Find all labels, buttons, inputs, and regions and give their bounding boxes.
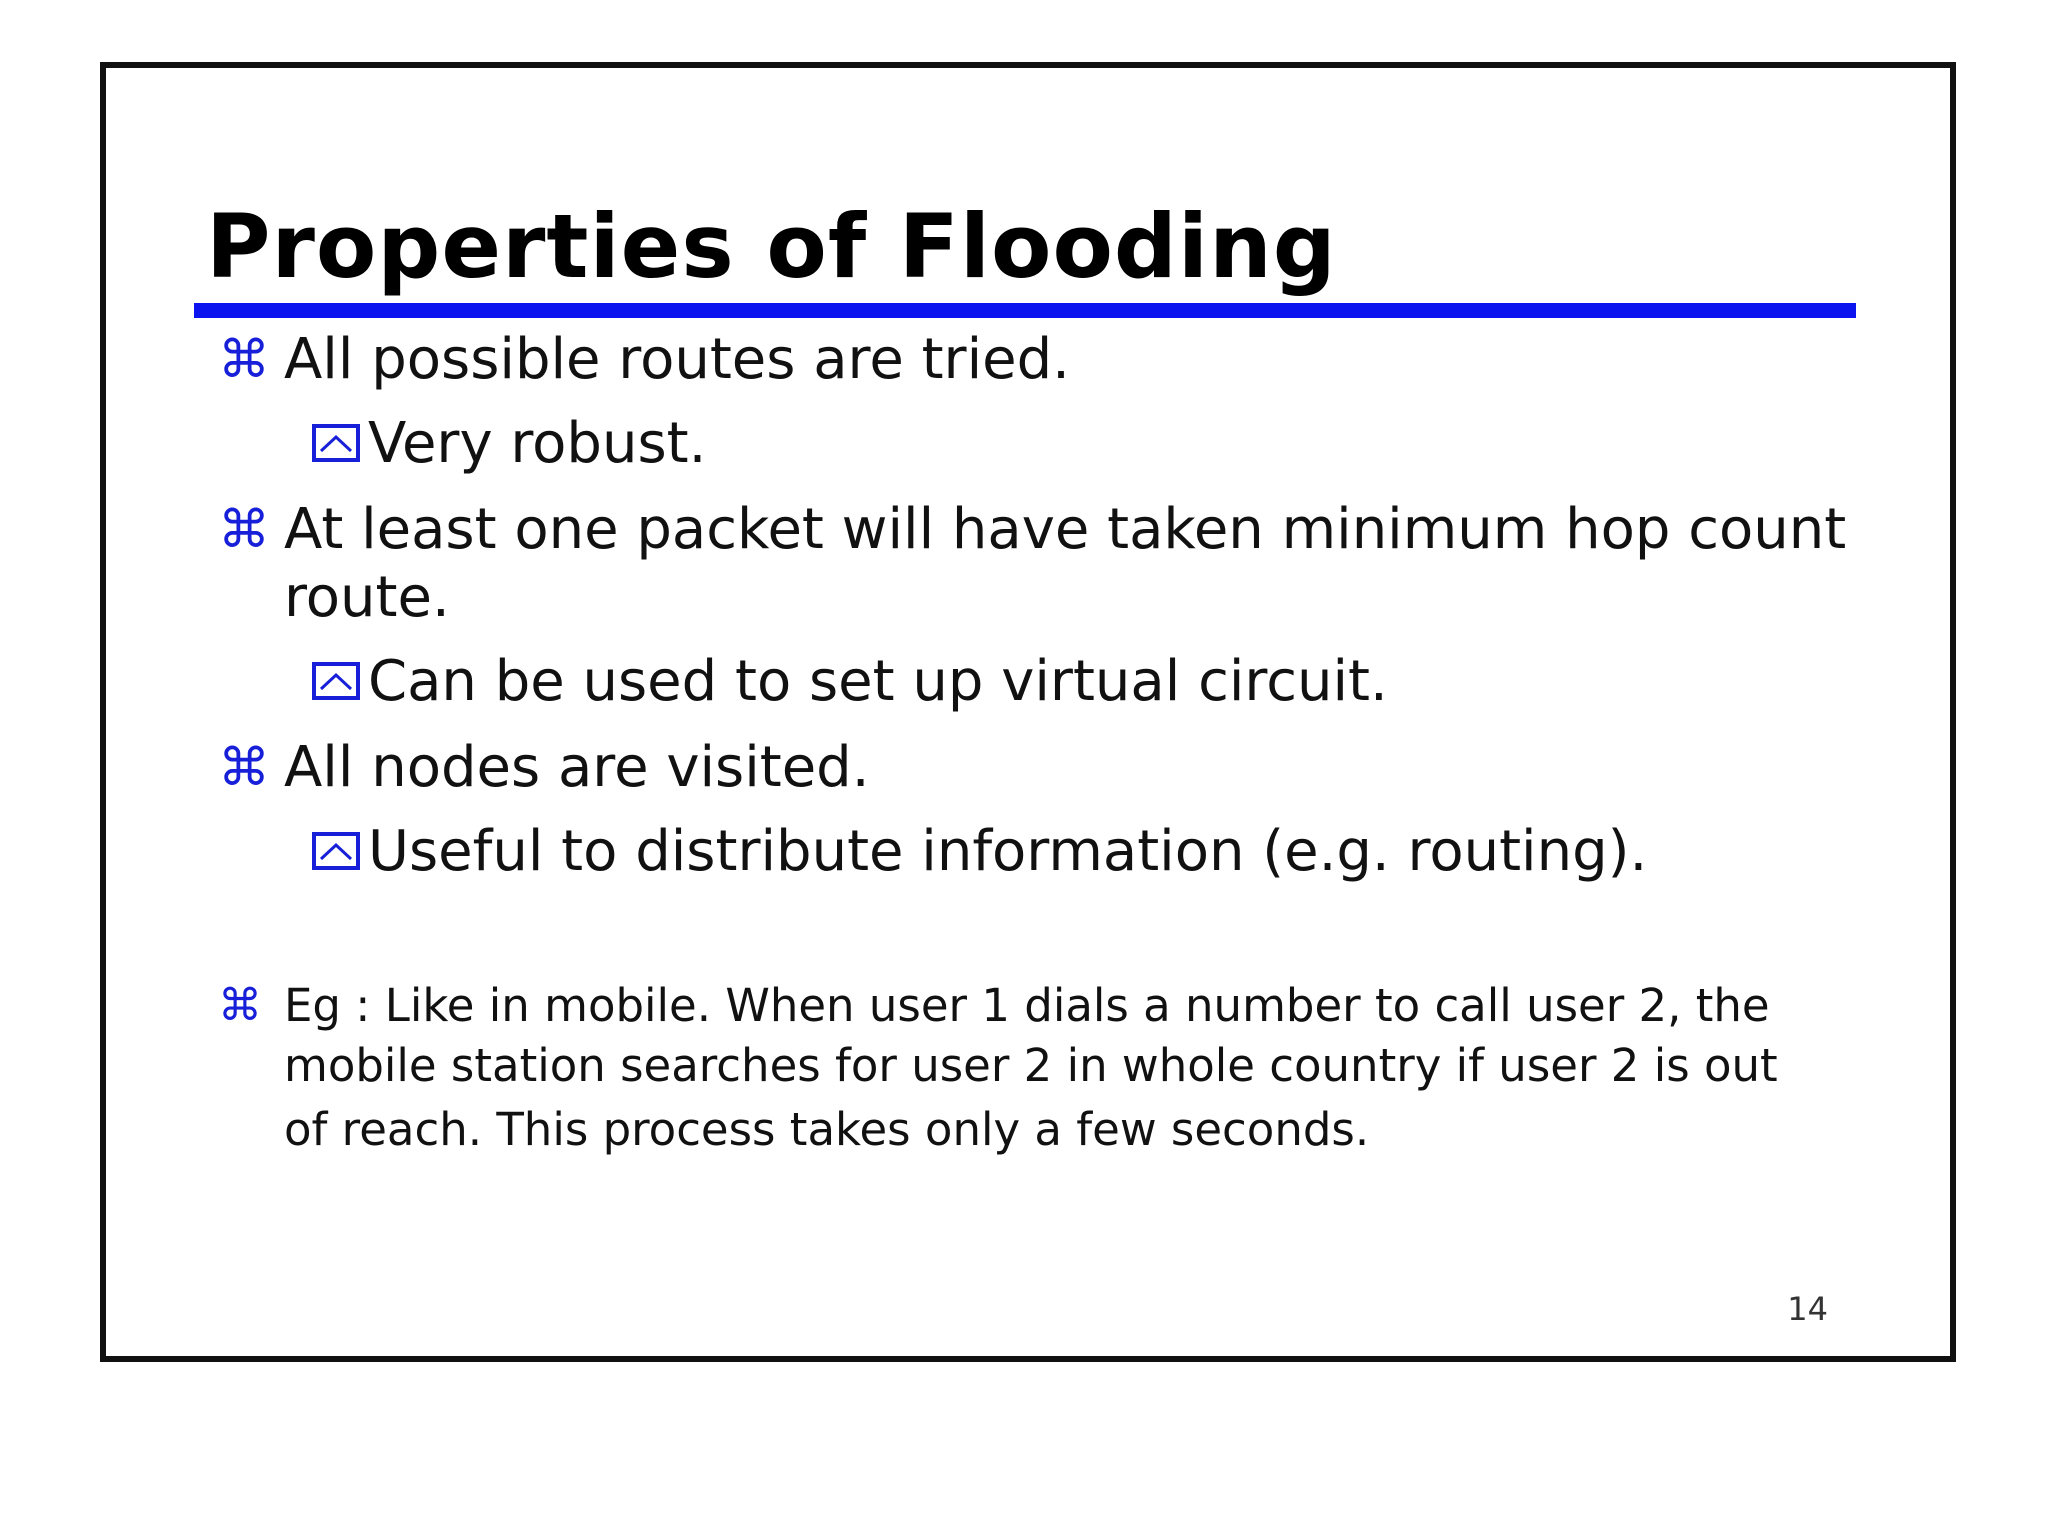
command-key-icon: ⌘ — [218, 330, 270, 390]
sub-bullet-text: Useful to distribute information (e.g. routing). — [368, 819, 1648, 884]
example-line: Eg : Like in mobile. When user 1 dials a number to call user 2, the — [284, 979, 1770, 1032]
command-key-icon: ⌘ — [218, 500, 270, 560]
title-underline — [194, 303, 1856, 318]
command-key-icon: ⌘ — [218, 738, 270, 798]
bullet-text: All nodes are visited. — [284, 735, 870, 800]
boxed-caret-icon — [312, 662, 360, 700]
boxed-caret-icon — [312, 832, 360, 870]
bullet-text: At least one packet will have taken minimum hop count — [284, 497, 1847, 562]
example-line: mobile station searches for user 2 in whole country if user 2 is out — [284, 1039, 1778, 1092]
bullet-text: All possible routes are tried. — [284, 327, 1070, 392]
page-number: 14 — [1787, 1290, 1828, 1328]
sub-bullet-text: Very robust. — [368, 411, 707, 476]
boxed-caret-icon — [312, 424, 360, 462]
command-key-icon: ⌘ — [218, 980, 262, 1031]
slide-title: Properties of Flooding — [206, 195, 1337, 298]
sub-bullet-text: Can be used to set up virtual circuit. — [368, 649, 1388, 714]
bullet-text: route. — [284, 565, 450, 630]
example-line: of reach. This process takes only a few seconds. — [284, 1103, 1370, 1156]
slide — [100, 62, 1956, 1362]
